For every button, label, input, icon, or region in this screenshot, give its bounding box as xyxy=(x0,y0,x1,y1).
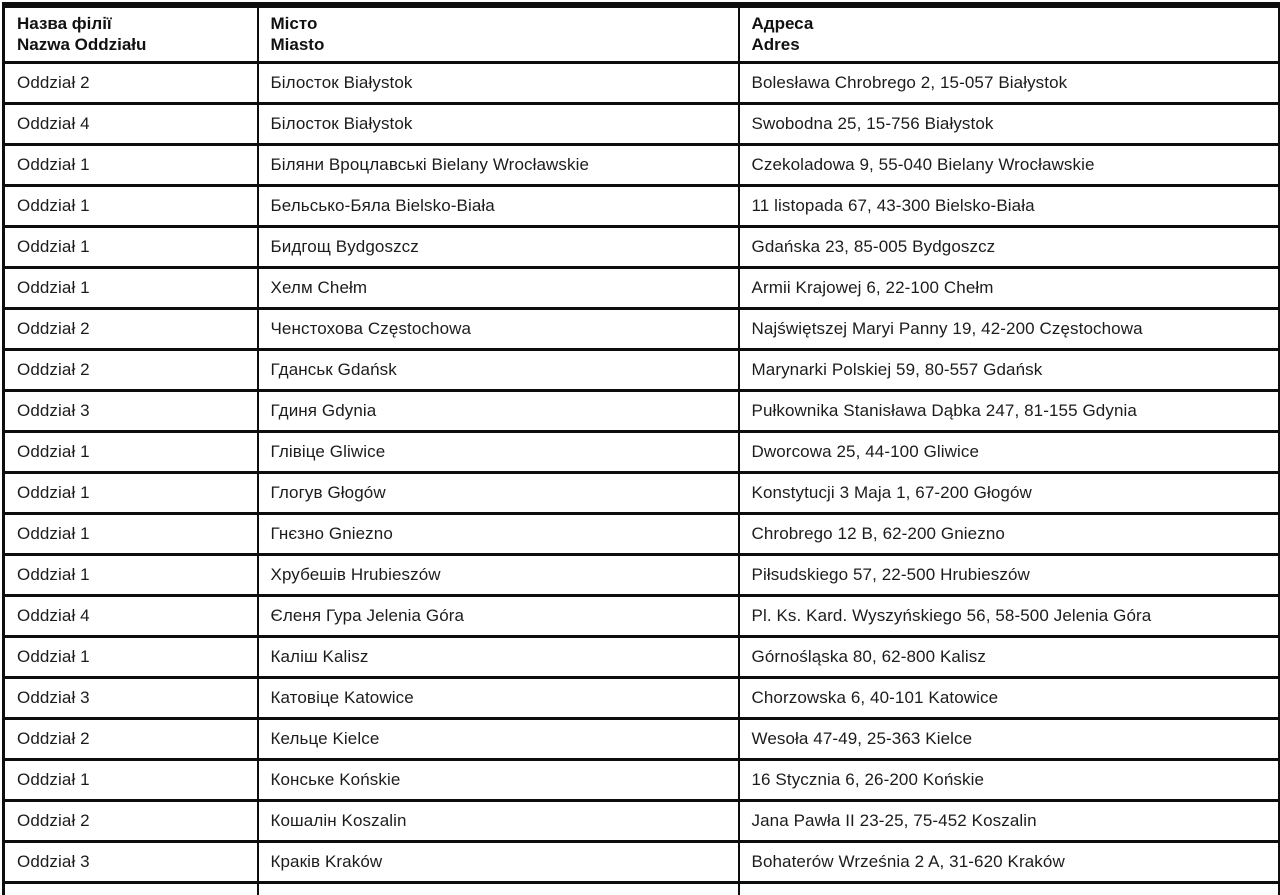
branch-cell: Oddział 4 xyxy=(4,103,258,144)
column-header-branch-pl: Nazwa Oddziału xyxy=(17,35,147,55)
city-cell: Каліш Kalisz xyxy=(258,636,739,677)
branch-cell: Oddział 2 xyxy=(4,349,258,390)
address-cell: 11 listopada 67, 43-300 Bielsko-Biała xyxy=(739,185,1280,226)
city-cell: Глогув Głogów xyxy=(258,472,739,513)
branch-cell: Oddział 3 xyxy=(4,390,258,431)
city-cell: Кельце Kielce xyxy=(258,718,739,759)
address-cell: Górnośląska 80, 62-800 Kalisz xyxy=(739,636,1280,677)
address-cell: Marynarki Polskiej 59, 80-557 Gdańsk xyxy=(739,349,1280,390)
branch-cell: Oddział 1 xyxy=(4,759,258,800)
header-row xyxy=(4,5,1280,62)
address-cell: Chrobrego 12 B, 62-200 Gniezno xyxy=(739,513,1280,554)
branch-cell: Oddział 1 xyxy=(4,431,258,472)
branch-cell: Oddział 1 xyxy=(4,144,258,185)
address-cell: Armii Krajowej 6, 22-100 Chełm xyxy=(739,267,1280,308)
city-cell: Білосток Białystok xyxy=(258,62,739,103)
branch-cell: Oddział 1 xyxy=(4,636,258,677)
address-cell: Piłsudskiego 57, 22-500 Hrubieszów xyxy=(739,554,1280,595)
table-body xyxy=(4,62,1280,895)
city-cell: Кошалін Koszalin xyxy=(258,800,739,841)
column-header-branch xyxy=(4,5,258,62)
city-cell: Гданськ Gdańsk xyxy=(258,349,739,390)
table-row xyxy=(4,759,1280,800)
empty-cell xyxy=(4,882,258,895)
branch-directory-table xyxy=(2,2,1280,895)
column-header-city-pl: Miasto xyxy=(270,35,325,55)
table-row xyxy=(4,103,1280,144)
address-cell: Pułkownika Stanisława Dąbka 247, 81-155 Gdynia xyxy=(739,390,1280,431)
branch-cell: Oddział 2 xyxy=(4,718,258,759)
table-row xyxy=(4,267,1280,308)
table-row xyxy=(4,349,1280,390)
city-cell: Біляни Вроцлавські Bielany Wrocławskie xyxy=(258,144,739,185)
city-cell: Ченстохова Częstochowa xyxy=(258,308,739,349)
table-row xyxy=(4,595,1280,636)
table-row xyxy=(4,841,1280,882)
empty-cell xyxy=(258,882,739,895)
empty-cell xyxy=(739,882,1280,895)
address-cell: Wesoła 47-49, 25-363 Kielce xyxy=(739,718,1280,759)
table-row-partial xyxy=(4,882,1280,895)
address-cell: Pl. Ks. Kard. Wyszyńskiego 56, 58-500 Jelenia Góra xyxy=(739,595,1280,636)
table-row xyxy=(4,472,1280,513)
branch-cell: Oddział 2 xyxy=(4,62,258,103)
table-row xyxy=(4,800,1280,841)
table-row xyxy=(4,390,1280,431)
city-cell: Гдиня Gdynia xyxy=(258,390,739,431)
city-cell: Гнєзно Gniezno xyxy=(258,513,739,554)
branch-cell: Oddział 2 xyxy=(4,308,258,349)
city-cell: Бидгощ Bydgoszcz xyxy=(258,226,739,267)
table-row xyxy=(4,513,1280,554)
city-cell: Бельсько-Бяла Bielsko-Biała xyxy=(258,185,739,226)
city-cell: Хрубешів Hrubieszów xyxy=(258,554,739,595)
table-header xyxy=(4,5,1280,62)
address-cell: Dworcowa 25, 44-100 Gliwice xyxy=(739,431,1280,472)
branch-cell: Oddział 1 xyxy=(4,267,258,308)
column-header-branch-uk: Назва філії xyxy=(17,14,112,34)
branch-cell: Oddział 3 xyxy=(4,841,258,882)
table-row xyxy=(4,431,1280,472)
address-cell: Chorzowska 6, 40-101 Katowice xyxy=(739,677,1280,718)
column-header-address-pl: Adres xyxy=(751,35,800,55)
branch-cell: Oddział 4 xyxy=(4,595,258,636)
table-row xyxy=(4,185,1280,226)
address-cell: Konstytucji 3 Maja 1, 67-200 Głogów xyxy=(739,472,1280,513)
address-cell: Bohaterów Września 2 A, 31-620 Kraków xyxy=(739,841,1280,882)
branch-cell: Oddział 1 xyxy=(4,554,258,595)
city-cell: Єленя Гура Jelenia Góra xyxy=(258,595,739,636)
city-cell: Краків Kraków xyxy=(258,841,739,882)
table-row xyxy=(4,62,1280,103)
address-cell: Najświętszej Maryi Panny 19, 42-200 Częstochowa xyxy=(739,308,1280,349)
branch-cell: Oddział 1 xyxy=(4,226,258,267)
address-cell: Bolesława Chrobrego 2, 15-057 Białystok xyxy=(739,62,1280,103)
branch-cell: Oddział 1 xyxy=(4,185,258,226)
table-row xyxy=(4,308,1280,349)
table-row xyxy=(4,554,1280,595)
address-cell: Swobodna 25, 15-756 Białystok xyxy=(739,103,1280,144)
city-cell: Глівіце Gliwice xyxy=(258,431,739,472)
table-row xyxy=(4,636,1280,677)
column-header-city-uk: Місто xyxy=(270,14,318,34)
column-header-address xyxy=(739,5,1280,62)
table-row xyxy=(4,718,1280,759)
city-cell: Хелм Chełm xyxy=(258,267,739,308)
table-row xyxy=(4,677,1280,718)
address-cell: Jana Pawła II 23-25, 75-452 Koszalin xyxy=(739,800,1280,841)
branch-cell: Oddział 3 xyxy=(4,677,258,718)
address-cell: 16 Stycznia 6, 26-200 Końskie xyxy=(739,759,1280,800)
city-cell: Конське Końskie xyxy=(258,759,739,800)
city-cell: Білосток Białystok xyxy=(258,103,739,144)
branch-cell: Oddział 1 xyxy=(4,513,258,554)
column-header-city xyxy=(258,5,739,62)
address-cell: Czekoladowa 9, 55-040 Bielany Wrocławskie xyxy=(739,144,1280,185)
city-cell: Катовіце Katowice xyxy=(258,677,739,718)
table-row xyxy=(4,226,1280,267)
branch-cell: Oddział 2 xyxy=(4,800,258,841)
address-cell: Gdańska 23, 85-005 Bydgoszcz xyxy=(739,226,1280,267)
table-row xyxy=(4,144,1280,185)
branch-cell: Oddział 1 xyxy=(4,472,258,513)
column-header-address-uk: Адреса xyxy=(751,14,814,34)
